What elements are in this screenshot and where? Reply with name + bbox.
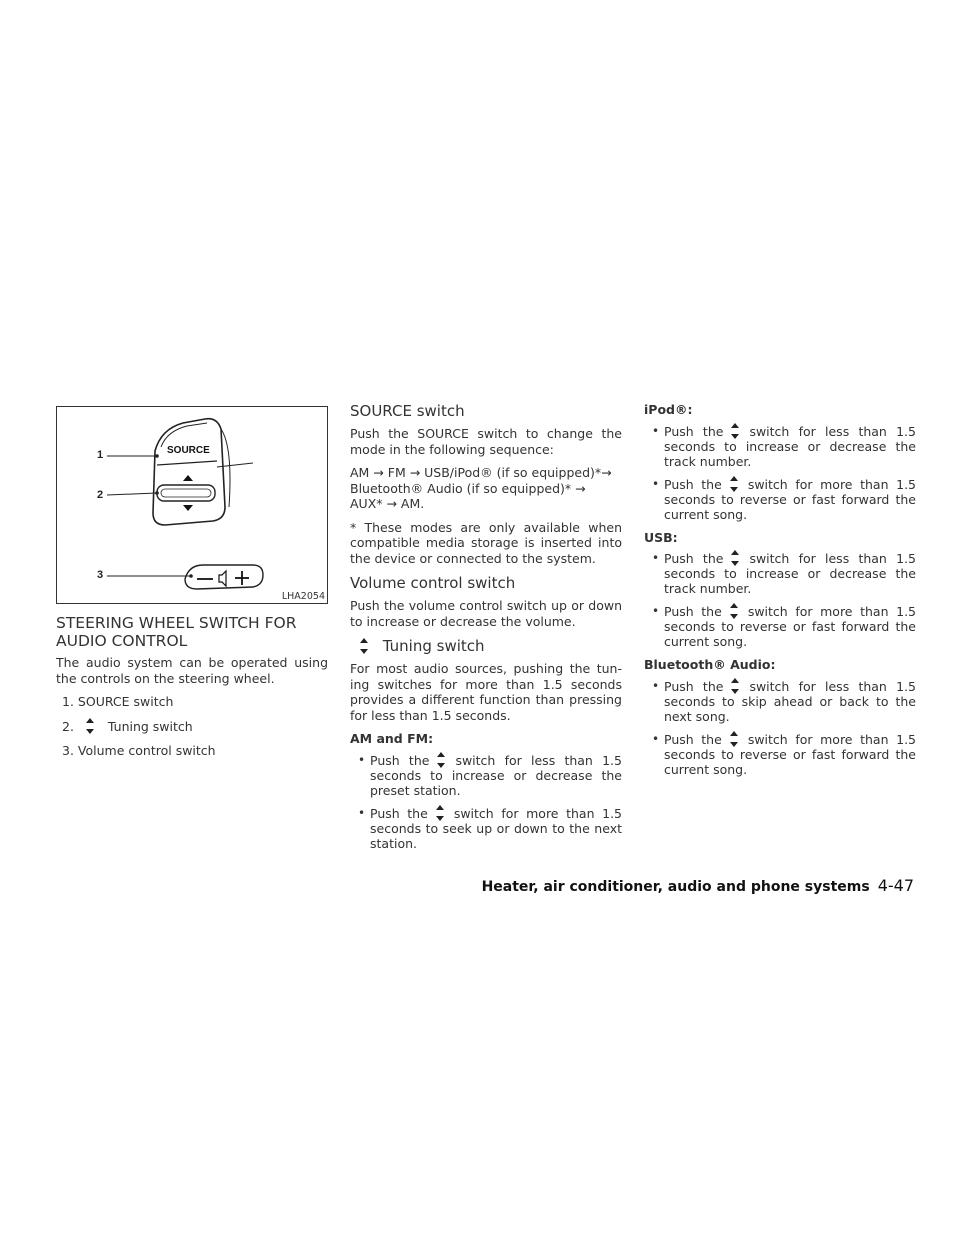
bullet-post: switch for more than 1.5 seconds to reverse or fast forward the current song. xyxy=(664,604,916,649)
amfm-list xyxy=(350,753,622,851)
bullet-icon: • xyxy=(652,476,660,491)
steering-heading xyxy=(56,614,328,650)
bullet-post: switch for more than 1.5 seconds to reverse or fast forward the current song. xyxy=(664,731,916,777)
ipod-list xyxy=(644,424,916,522)
tuning-switch-heading xyxy=(350,637,622,655)
list-item xyxy=(644,604,916,649)
bullet-pre: Push the xyxy=(664,476,722,492)
bullet-icon: • xyxy=(652,731,660,746)
bullet-icon: • xyxy=(652,423,660,438)
volume-switch-heading: Volume control switch xyxy=(350,574,516,592)
page-footer xyxy=(482,876,914,895)
list-item xyxy=(644,551,916,596)
tuning-arrows-icon xyxy=(432,806,450,820)
source-switch-sequence: AM → FM → USB/iPod® (if so equipped)*→ Bluetooth® Audio (if so equipped)* → AUX* → AM. xyxy=(350,465,612,511)
bullet-icon: • xyxy=(652,678,660,693)
bullet-post: switch for more than 1.5 seconds to reverse or fast forward the current song. xyxy=(664,476,916,522)
bullet-icon: • xyxy=(652,604,660,618)
bullet-post: switch for less than 1.5 seconds to increase or decrease the track number. xyxy=(664,423,916,469)
list-item-text: SOURCE switch xyxy=(77,694,174,709)
middle-column xyxy=(350,402,622,859)
tuning-arrows-icon xyxy=(82,719,100,733)
list-item xyxy=(62,743,328,759)
tuning-switch-p1: For most audio sources, pushing the tun-ing switches for more than 1.5 seconds provides a different function than pressing for less than 1.5 seconds. xyxy=(350,661,622,723)
source-switch-p1: Push the SOURCE switch to change the mode in the following sequence: xyxy=(350,426,622,457)
steering-intro: The audio system can be operated using the controls on the steering wheel. xyxy=(56,655,328,686)
tuning-arrows-icon xyxy=(727,424,745,438)
amfm-label: AM and FM: xyxy=(350,731,434,746)
bullet-icon: • xyxy=(358,752,366,767)
list-item xyxy=(644,679,916,724)
steering-heading-line1: STEERING WHEEL SWITCH FOR xyxy=(56,614,297,632)
steering-switch-figure xyxy=(56,406,328,604)
bullet-pre: Push the xyxy=(664,604,722,619)
bullet-pre: Push the xyxy=(664,423,724,439)
tuning-switch-heading-text: Tuning switch xyxy=(382,637,485,655)
tuning-arrows-icon xyxy=(433,753,451,767)
tuning-arrows-icon xyxy=(356,639,374,653)
list-item xyxy=(62,719,328,735)
bullet-post: switch for less than 1.5 seconds to skip ahead or back to the next song. xyxy=(664,678,916,724)
callout-3: 3 xyxy=(97,569,104,581)
bullet-post: switch for less than 1.5 seconds to increase or decrease the track number. xyxy=(664,551,916,596)
right-column xyxy=(644,402,916,785)
source-switch-label: SOURCE xyxy=(167,445,210,456)
tuning-arrows-icon xyxy=(726,604,744,618)
list-item xyxy=(644,477,916,522)
left-column xyxy=(56,402,328,768)
bullet-icon: • xyxy=(358,805,366,820)
steering-heading-line2: AUDIO CONTROL xyxy=(56,632,188,650)
bullet-post: switch for less than 1.5 seconds to increase or decrease the preset station. xyxy=(370,752,622,798)
bluetooth-label: Bluetooth® Audio: xyxy=(644,657,776,672)
bullet-pre: Push the xyxy=(370,805,428,821)
bullet-pre: Push the xyxy=(664,731,722,747)
figure-code: LHA2054 xyxy=(281,591,325,602)
list-item-text: Tuning switch xyxy=(107,718,193,734)
tuning-arrows-icon xyxy=(727,551,745,565)
footer-section-title: Heater, air conditioner, audio and phone systems xyxy=(481,879,870,895)
callout-1: 1 xyxy=(97,449,104,461)
bullet-icon: • xyxy=(652,551,660,565)
volume-switch-p1: Push the volume control switch up or down to increase or decrease the volume. xyxy=(350,598,622,629)
list-item xyxy=(644,732,916,777)
tuning-arrows-icon xyxy=(726,477,744,491)
list-item xyxy=(62,694,328,710)
bullet-pre: Push the xyxy=(664,551,724,566)
source-switch-heading: SOURCE switch xyxy=(350,402,465,420)
callout-2: 2 xyxy=(97,489,104,501)
page-number: 4-47 xyxy=(877,876,914,895)
list-item xyxy=(350,753,622,798)
bullet-pre: Push the xyxy=(664,678,724,694)
tuning-arrows-icon xyxy=(726,732,744,746)
switch-list xyxy=(56,694,328,759)
ipod-label: iPod®: xyxy=(644,402,693,417)
tuning-arrows-icon xyxy=(727,679,745,693)
list-item xyxy=(350,806,622,851)
bullet-pre: Push the xyxy=(370,752,430,768)
bluetooth-list xyxy=(644,679,916,777)
list-item-text: Volume control switch xyxy=(77,743,216,758)
usb-list xyxy=(644,551,916,649)
bullet-post: switch for more than 1.5 seconds to seek up or down to the next station. xyxy=(370,805,622,851)
usb-label: USB: xyxy=(644,529,678,545)
list-item-number: 1. xyxy=(62,694,74,709)
list-item-number: 2. xyxy=(62,718,74,734)
source-switch-note: * These modes are only available when compatible media storage is inserted into the device or connected to the system. xyxy=(350,519,622,566)
list-item-number: 3. xyxy=(62,743,74,758)
list-item xyxy=(644,424,916,469)
